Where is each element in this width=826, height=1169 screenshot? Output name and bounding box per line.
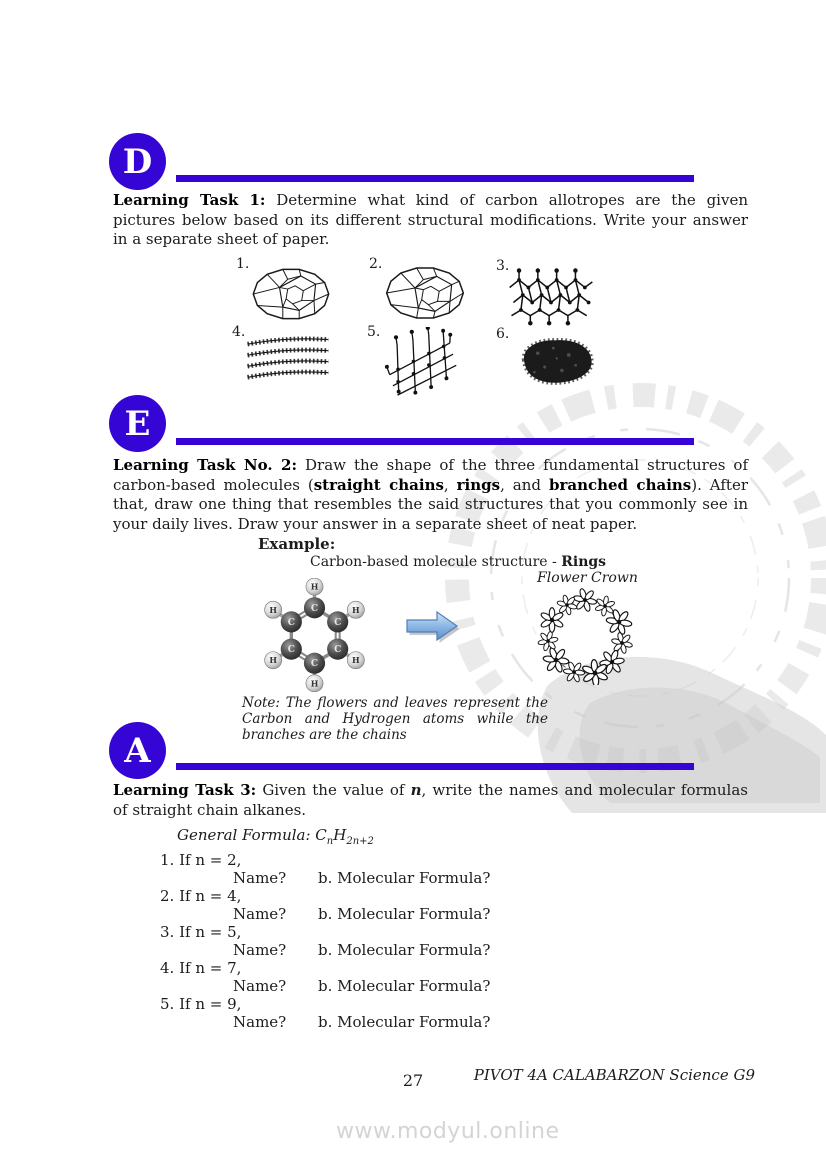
section-a-letter: A bbox=[124, 730, 151, 771]
item-question: 2. If n = 4, bbox=[160, 887, 242, 905]
item-question: 5. If n = 9, bbox=[160, 995, 242, 1013]
item-name-prompt: Name? bbox=[233, 869, 287, 887]
item-name-prompt: Name? bbox=[233, 941, 287, 959]
diamond-lattice-tilted-image bbox=[380, 327, 462, 397]
list-item bbox=[160, 887, 580, 923]
svg-text:C: C bbox=[287, 616, 295, 628]
flower-crown-label: Flower Crown bbox=[537, 570, 638, 586]
example-note: Note: The flowers and leaves represent the Carbon and Hydrogen atoms while the branches are the chains bbox=[242, 695, 548, 743]
section-d-rule bbox=[176, 175, 694, 182]
svg-text:H: H bbox=[269, 655, 277, 666]
list-item bbox=[160, 995, 580, 1031]
item-formula-prompt: b. Molecular Formula? bbox=[318, 1013, 491, 1031]
example-heading: Example: bbox=[258, 535, 336, 553]
figure-1-label: 1. bbox=[236, 256, 250, 272]
svg-text:H: H bbox=[352, 655, 360, 666]
figure-5-label: 5. bbox=[367, 324, 381, 340]
figure-2-label: 2. bbox=[369, 256, 383, 272]
item-formula-prompt: b. Molecular Formula? bbox=[318, 869, 491, 887]
general-formula: General Formula: $C_nH_{2n+2}$ bbox=[177, 826, 374, 847]
carbon-atom-label: C bbox=[310, 602, 319, 614]
footer-source: PIVOT 4A CALABARZON Science G9 bbox=[473, 1066, 755, 1084]
benzene-molecule-image bbox=[252, 578, 378, 692]
section-e-badge bbox=[109, 395, 166, 452]
graphite-layers-image bbox=[242, 332, 334, 384]
item-question: 1. If n = 2, bbox=[160, 851, 242, 869]
fullerene-image-2 bbox=[382, 263, 468, 323]
item-name-prompt: Name? bbox=[233, 905, 287, 923]
list-item bbox=[160, 851, 580, 887]
diamond-lattice-image bbox=[504, 263, 598, 327]
learning-task-2-title: Learning Task No. 2: bbox=[113, 456, 298, 474]
svg-text:C: C bbox=[310, 658, 319, 670]
section-a-rule bbox=[176, 763, 694, 770]
example-caption: Carbon-based molecule structure - Rings bbox=[310, 554, 607, 570]
alkane-question-list bbox=[160, 851, 580, 1031]
section-e-letter: E bbox=[124, 403, 151, 444]
caption-rings: Rings bbox=[561, 554, 607, 570]
hydrogen-atom-label: H bbox=[310, 581, 319, 592]
figure-4-label: 4. bbox=[232, 324, 246, 340]
svg-text:C: C bbox=[287, 644, 295, 656]
svg-text:C: C bbox=[334, 616, 342, 628]
fullerene-image-1 bbox=[250, 262, 332, 326]
item-formula-prompt: b. Molecular Formula? bbox=[318, 977, 491, 995]
svg-text:H: H bbox=[269, 604, 277, 615]
learning-task-1-paragraph: Learning Task 1: Determine what kind of carbon allotropes are the given pictures below based on its different structural modifications. Write your answer in a separate sheet of paper. bbox=[113, 191, 748, 248]
amorphous-carbon-image bbox=[512, 334, 598, 388]
svg-text:H: H bbox=[310, 678, 319, 689]
section-d-badge bbox=[109, 133, 166, 190]
figure-3-label: 3. bbox=[496, 258, 510, 274]
learning-task-3-title: Learning Task 3: bbox=[113, 781, 257, 799]
list-item bbox=[160, 923, 580, 959]
arrow-right-icon bbox=[405, 606, 463, 648]
section-d-letter: D bbox=[122, 141, 153, 182]
item-name-prompt: Name? bbox=[233, 977, 287, 995]
flower-crown-image bbox=[526, 588, 646, 685]
learning-task-3-paragraph: Learning Task 3: Given the value of n, write the names and molecular formulas of straight chain alkanes. bbox=[113, 781, 748, 819]
variable-n: n bbox=[410, 781, 422, 799]
figure-6-label: 6. bbox=[496, 326, 510, 342]
svg-text:H: H bbox=[352, 604, 360, 615]
page-number: 27 bbox=[402, 1071, 424, 1090]
learning-task-1-title: Learning Task 1: bbox=[113, 191, 266, 209]
item-formula-prompt: b. Molecular Formula? bbox=[318, 905, 491, 923]
section-e-rule bbox=[176, 438, 694, 445]
site-watermark: www.modyul.online bbox=[336, 1119, 560, 1144]
svg-text:C: C bbox=[334, 644, 342, 656]
learning-task-2-paragraph: Learning Task No. 2: Draw the shape of the three fundamental structures of carbon-based molecules (straight chains, rings, and branched chains). After that, draw one thing that resembles the said structures that you commonly see in your daily lives. Draw your answer in a separate sheet of neat paper. bbox=[113, 456, 749, 533]
item-question: 3. If n = 5, bbox=[160, 923, 242, 941]
section-a-badge bbox=[109, 722, 166, 779]
item-name-prompt: Name? bbox=[233, 1013, 287, 1031]
list-item bbox=[160, 959, 580, 995]
item-formula-prompt: b. Molecular Formula? bbox=[318, 941, 491, 959]
item-question: 4. If n = 7, bbox=[160, 959, 242, 977]
